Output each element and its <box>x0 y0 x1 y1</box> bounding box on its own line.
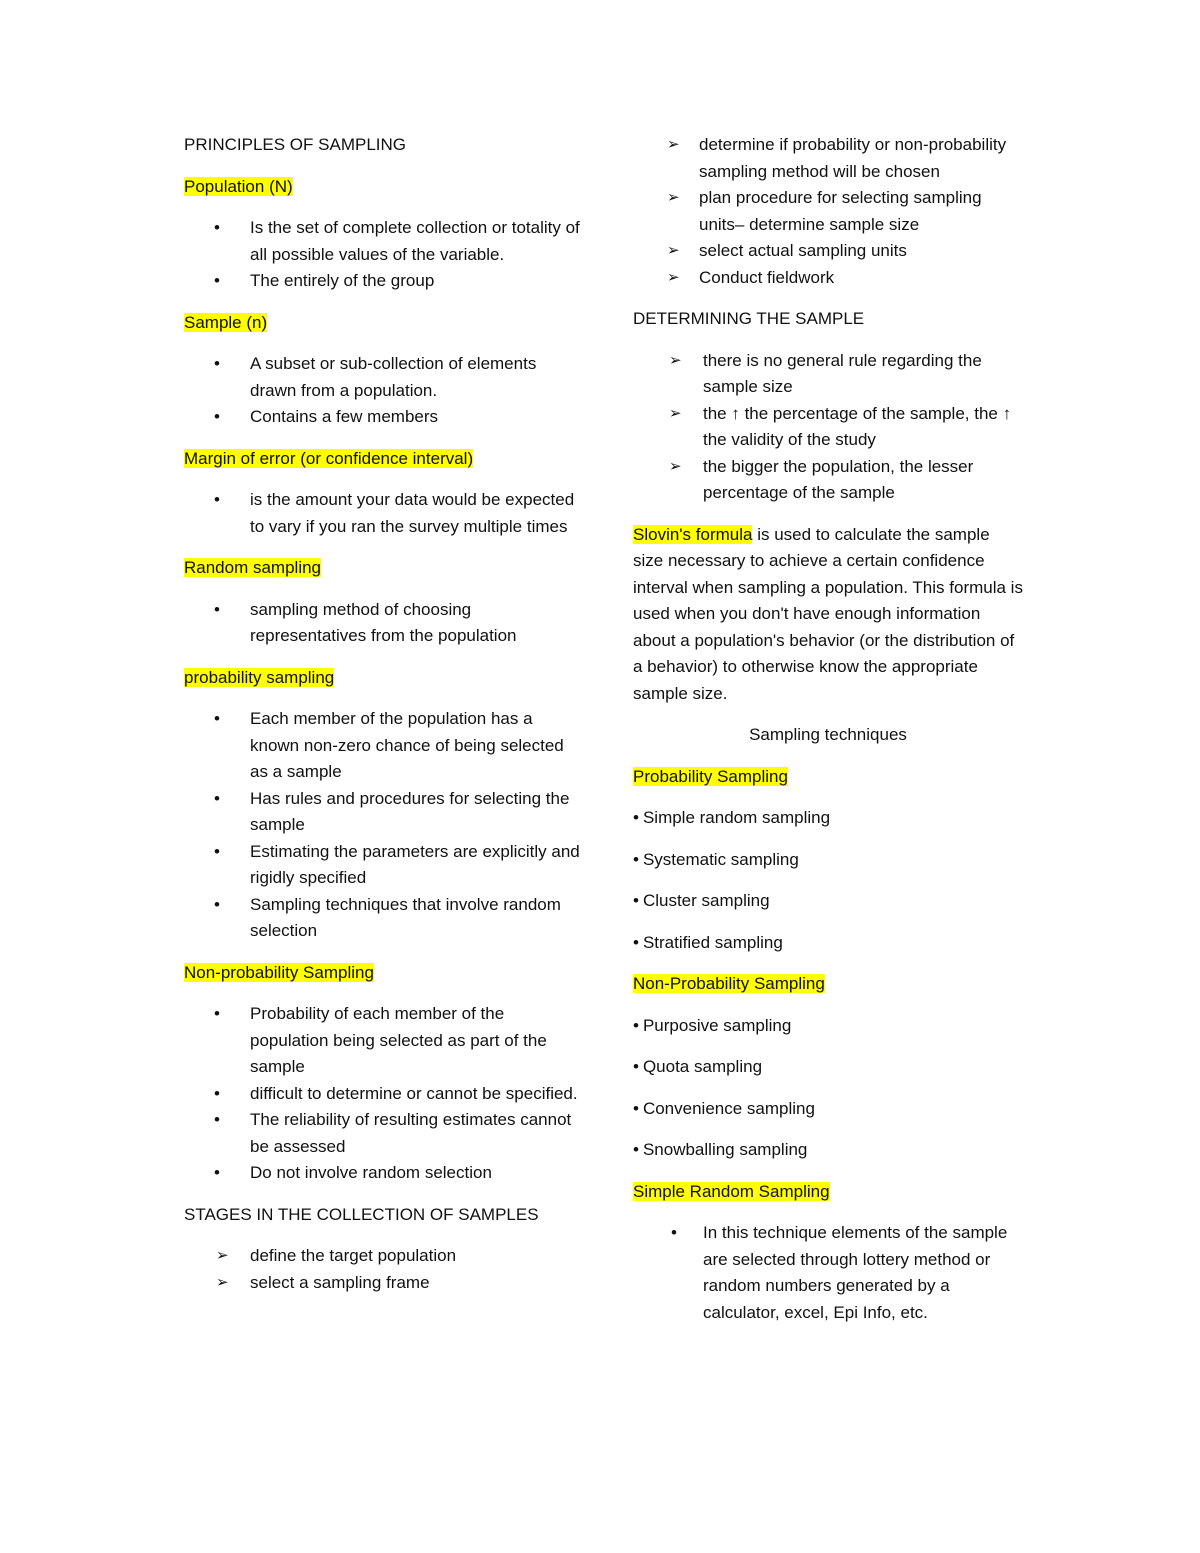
list-item: • difficult to determine or cannot be specified. <box>184 1081 584 1108</box>
list-item: • Each member of the population has a known non-zero chance of being selected as a sample <box>184 706 584 786</box>
determining-list <box>633 348 1023 507</box>
bullet-icon: • <box>633 1098 639 1118</box>
list-item: ➢ the bigger the population, the lesser percentage of the sample <box>633 454 1023 507</box>
list-item: • Contains a few members <box>184 404 584 431</box>
list-item: • is the amount your data would be expected to vary if you ran the survey multiple times <box>184 487 584 540</box>
list-item: • Has rules and procedures for selecting the sample <box>184 786 584 839</box>
bullet-icon: • <box>633 1015 639 1035</box>
right-column <box>633 132 1023 1341</box>
technique-item: • Quota sampling <box>633 1057 763 1076</box>
list-item: • Do not involve random selection <box>184 1160 584 1187</box>
stages-heading: STAGES IN THE COLLECTION OF SAMPLES <box>184 1204 539 1224</box>
technique-item: • Purposive sampling <box>633 1015 792 1035</box>
slovin-term: Slovin's formula <box>633 524 753 544</box>
prob-sampling-heading: Probability Sampling <box>633 766 788 786</box>
list-item: • The reliability of resulting estimates cannot be assessed <box>184 1107 584 1160</box>
probability-list <box>184 706 584 945</box>
random-list <box>184 597 584 650</box>
list-item: • Is the set of complete collection or totality of all possible values of the variable. <box>184 215 584 268</box>
list-item: • The entirely of the group <box>184 268 584 295</box>
list-item: • A subset or sub-collection of elements drawn from a population. <box>184 351 584 404</box>
bullet-icon: • <box>633 1057 639 1076</box>
list-item: • Probability of each member of the population being selected as part of the sample <box>184 1001 584 1081</box>
srs-heading: Simple Random Sampling <box>633 1181 830 1201</box>
slovin-paragraph <box>633 522 1023 708</box>
technique-item: • Stratified sampling <box>633 932 783 952</box>
list-item: ➢ select actual sampling units <box>633 238 1023 265</box>
technique-item: • Simple random sampling <box>633 808 831 827</box>
technique-item: • Systematic sampling <box>633 849 799 869</box>
margin-heading: Margin of error (or confidence interval) <box>184 448 474 468</box>
technique-item: • Cluster sampling <box>633 891 770 910</box>
determining-heading: DETERMINING THE SAMPLE <box>633 309 865 328</box>
nonprob-sampling-heading: Non-Probability Sampling <box>633 974 825 993</box>
probability-heading: probability sampling <box>184 667 335 687</box>
nonprobability-heading: Non-probability Sampling <box>184 962 374 982</box>
population-list <box>184 215 584 295</box>
random-heading: Random sampling <box>184 558 322 577</box>
bullet-icon: • <box>633 808 639 827</box>
sample-list <box>184 351 584 431</box>
list-item: ➢ the ↑ the percentage of the sample, the ↑ the validity of the study <box>633 401 1023 454</box>
list-item: • Sampling techniques that involve random selection <box>184 892 584 945</box>
list-item: ➢ define the target population <box>184 1243 584 1270</box>
stages-list-continued <box>633 132 1023 291</box>
population-heading: Population (N) <box>184 176 293 196</box>
bullet-icon: • <box>633 1140 639 1159</box>
slovin-text: is used to calculate the sample size necessary to achieve a certain confidence interval when sampling a population. This formula is used when you don't have enough information about a population's behavior (or the distribution of a behavior) to otherwise know the appropriate sample size. <box>633 524 1023 703</box>
techniques-title: Sampling techniques <box>749 725 907 744</box>
list-item: • Estimating the parameters are explicitly and rigidly specified <box>184 839 584 892</box>
bullet-icon: • <box>633 891 639 910</box>
list-item: ➢ plan procedure for selecting sampling units– determine sample size <box>633 185 1023 238</box>
margin-list <box>184 487 584 540</box>
list-item: ➢ select a sampling frame <box>184 1270 584 1297</box>
sample-heading: Sample (n) <box>184 312 268 332</box>
page-title: PRINCIPLES OF SAMPLING <box>184 135 406 154</box>
bullet-icon: • <box>633 932 639 952</box>
list-item: • sampling method of choosing representatives from the population <box>184 597 584 650</box>
list-item: ➢ determine if probability or non-probability sampling method will be chosen <box>633 132 1023 185</box>
bullet-icon: • <box>633 849 639 869</box>
left-column <box>184 132 584 1311</box>
list-item: ➢ there is no general rule regarding the sample size <box>633 348 1023 401</box>
technique-item: • Convenience sampling <box>633 1098 815 1118</box>
list-item: • In this technique elements of the sample are selected through lottery method or random numbers generated by a calculator, excel, Epi Info, etc. <box>633 1220 1023 1326</box>
nonprobability-list <box>184 1001 584 1187</box>
list-item: ➢ Conduct fieldwork <box>633 265 1023 292</box>
stages-list <box>184 1243 584 1296</box>
srs-list <box>633 1220 1023 1326</box>
technique-item: • Snowballing sampling <box>633 1140 808 1159</box>
